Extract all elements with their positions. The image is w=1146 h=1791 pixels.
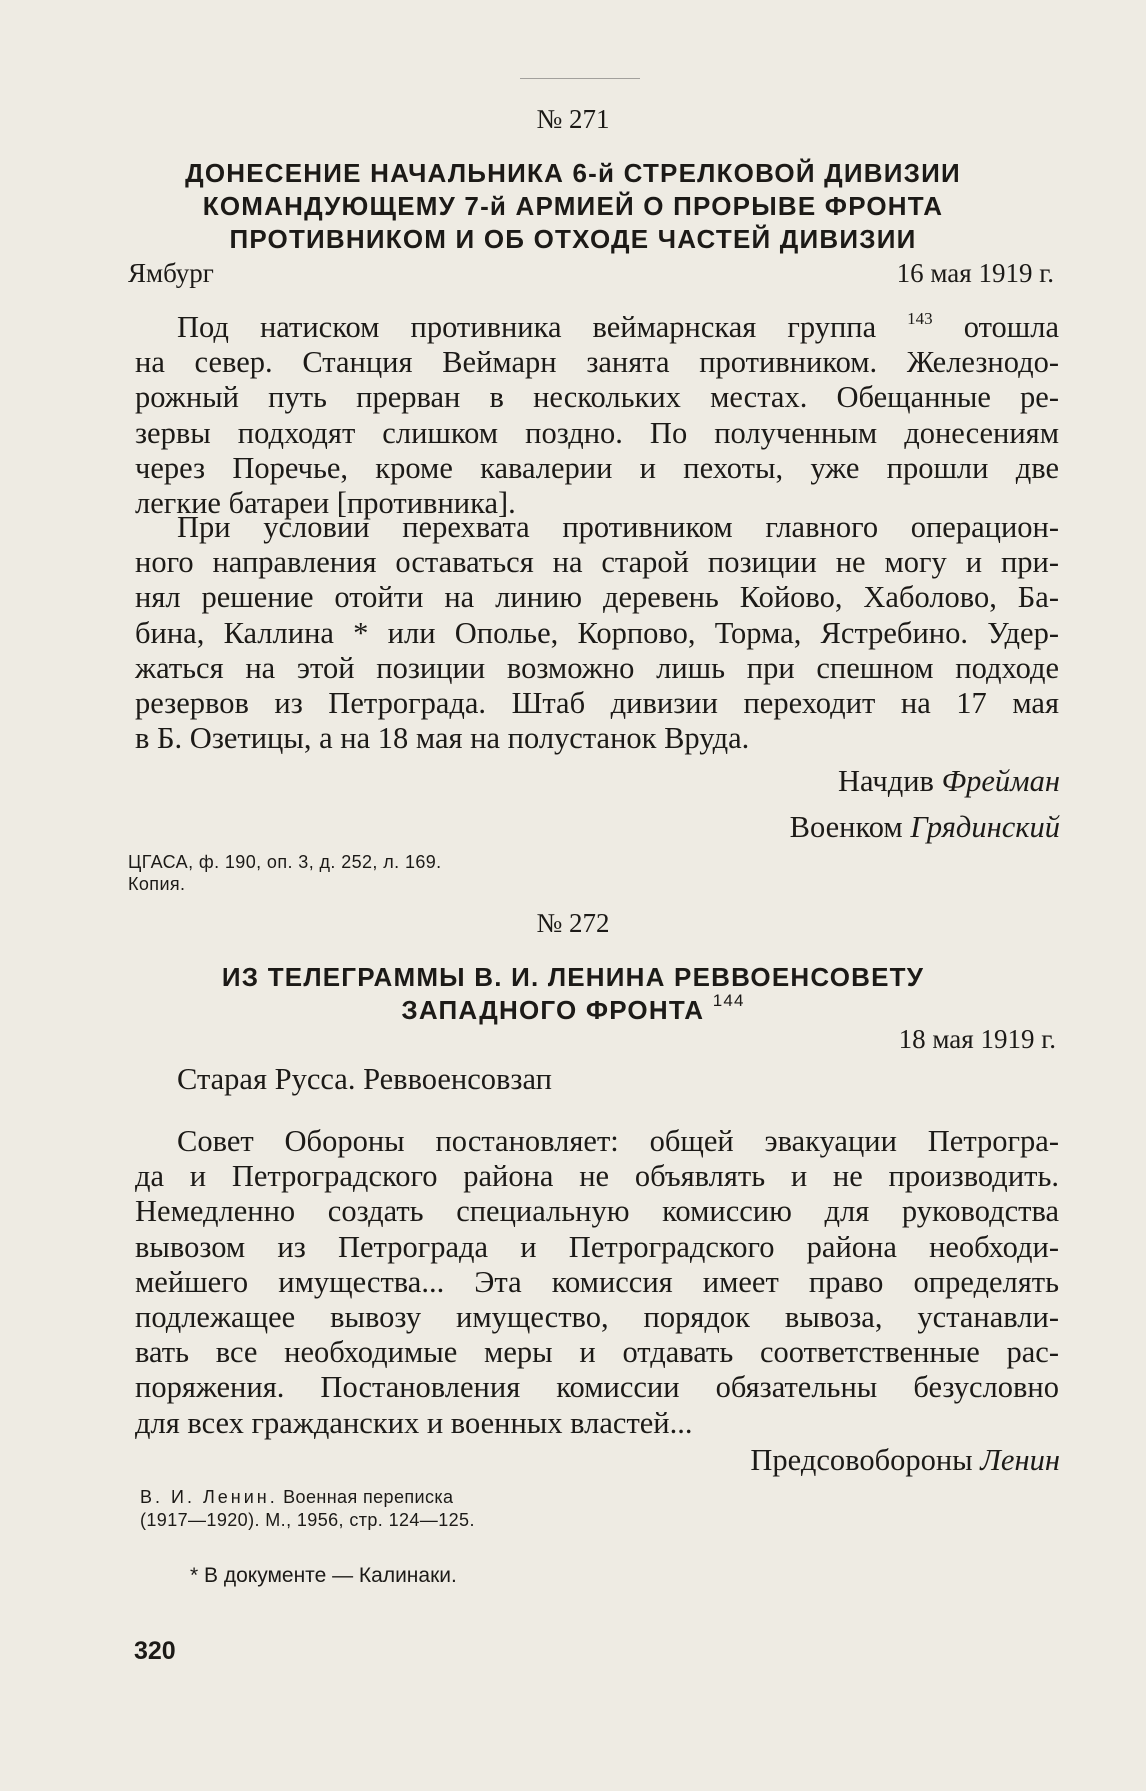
- doc-272-title-line-1: ИЗ ТЕЛЕГРАММЫ В. И. ЛЕНИНА РЕВВОЕНСОВЕТУ: [221, 962, 925, 992]
- doc-272-body: [135, 1124, 1059, 1441]
- top-rule: [520, 78, 640, 79]
- doc-272-address: Старая Русса. Реввоенсовзап: [177, 1062, 552, 1096]
- doc-272-body-line: вать все необходимые меры и отдавать соответственные рас-: [135, 1335, 1059, 1370]
- doc-271-p1-line: рожный путь прерван в нескольких местах. Обещанные ре-: [135, 380, 1059, 415]
- doc-271-signature-2: [790, 810, 1060, 845]
- doc-271-p1-line: зервы подходят слишком поздно. По полученным донесениям: [135, 415, 1059, 450]
- doc-271-title-line-2: КОМАНДУЮЩЕМУ 7-й АРМИЕЙ О ПРОРЫВЕ ФРОНТА: [202, 191, 944, 221]
- doc-272-body-line: мейшего имущества... Эта комиссия имеет право определять: [135, 1264, 1059, 1299]
- signature-role: Предсовобороны: [750, 1443, 973, 1477]
- doc-271-p2-line: в Б. Озетицы, а на 18 мая на полустанок Вруда.: [135, 721, 750, 756]
- doc-272-body-line: подлежащее вывозу имущество, порядок вывоза, устанавли-: [135, 1299, 1059, 1334]
- doc-271-p2-line: При условии перехвата противником главного операцион-: [177, 510, 1059, 544]
- doc-272-body-line: Немедленно создать специальную комиссию для руководства: [135, 1194, 1059, 1229]
- doc-271-p1-line1-b: отошла: [963, 310, 1059, 344]
- doc-272-body-line: для всех гражданских и военных властей...: [135, 1405, 693, 1440]
- doc-272-date: 18 мая 1919 г.: [898, 1024, 1056, 1054]
- signature-name: Фрейман: [941, 764, 1060, 798]
- doc-271-source: ЦГАСА, ф. 190, оп. 3, д. 252, л. 169.: [128, 852, 442, 872]
- page-number: 320: [134, 1637, 176, 1665]
- doc-271-number: № 271: [536, 104, 610, 134]
- doc-271-p1-line: [135, 310, 1059, 345]
- doc-272-number: № 272: [536, 908, 610, 938]
- doc-271-p2-line: жаться на этой позиции возможно лишь при спешном подходе: [135, 650, 1059, 685]
- signature-name: Грядинский: [910, 810, 1060, 844]
- footnote-ref-143: 143: [907, 309, 933, 328]
- doc-271-p1-line: на север. Станция Веймарн занята противником. Железнодо-: [135, 345, 1059, 380]
- signature-role: Начдив: [838, 764, 934, 798]
- page-footnote: * В документе — Калинаки.: [190, 1564, 457, 1587]
- doc-272-signature: [750, 1443, 1060, 1478]
- doc-272-body-line: да и Петроградского района не объявлять и не производить.: [135, 1159, 1059, 1194]
- doc-271-place: Ямбург: [128, 258, 214, 288]
- doc-271-paragraph-1: [135, 310, 1059, 521]
- doc-271-p2-line: нял решение отойти на линию деревень Койово, Хаболово, Ба-: [135, 580, 1059, 615]
- doc-271-p2-line: ного направления оставаться на старой позиции не могу и при-: [135, 545, 1059, 580]
- signature-name: Ленин: [980, 1443, 1060, 1477]
- doc-271-p2-line: резервов из Петрограда. Штаб дивизии переходит на 17 мая: [135, 685, 1059, 720]
- doc-271-date: 16 мая 1919 г.: [896, 258, 1054, 288]
- doc-271-p1-line: легкие батареи [противника].: [135, 485, 516, 520]
- doc-272-title-text: ЗАПАДНОГО ФРОНТА: [401, 995, 705, 1025]
- doc-271-title-line-1: ДОНЕСЕНИЕ НАЧАЛЬНИКА 6-й СТРЕЛКОВОЙ ДИВИЗИИ: [185, 158, 961, 188]
- source-author: В. И. Ленин.: [140, 1487, 278, 1507]
- doc-272-body-line: Совет Обороны постановляет: общей эвакуации Петрогра-: [177, 1124, 1059, 1158]
- doc-271-copy-note: Копия.: [128, 874, 186, 894]
- doc-271-paragraph-2: [135, 510, 1059, 756]
- doc-271-title-line-3: ПРОТИВНИКОМ И ОБ ОТХОДЕ ЧАСТЕЙ ДИВИЗИИ: [229, 224, 917, 254]
- doc-272-body-line: поряжения. Постановления комиссии обязательны безусловно: [135, 1370, 1059, 1405]
- doc-271-p1-line1-a: Под натиском противника веймарнская группа: [177, 310, 877, 344]
- doc-271-p1-line: через Поречье, кроме кавалерии и пехоты, уже прошли две: [135, 450, 1059, 485]
- doc-272-source-line-1: [140, 1487, 453, 1508]
- doc-272-source-line-2: (1917—1920). М., 1956, стр. 124—125.: [140, 1510, 475, 1530]
- doc-272-body-line: вывозом из Петрограда и Петроградского района необходи-: [135, 1229, 1059, 1264]
- doc-271-p2-line: бина, Каллина * или Ополье, Корпово, Торма, Ястребино. Удер-: [135, 615, 1059, 650]
- signature-role: Военком: [789, 810, 903, 844]
- source-title: Военная переписка: [283, 1487, 454, 1507]
- footnote-ref-144: 144: [712, 991, 745, 1010]
- doc-272-title-line-2: [0, 991, 1146, 1026]
- doc-271-signature-1: [838, 764, 1060, 799]
